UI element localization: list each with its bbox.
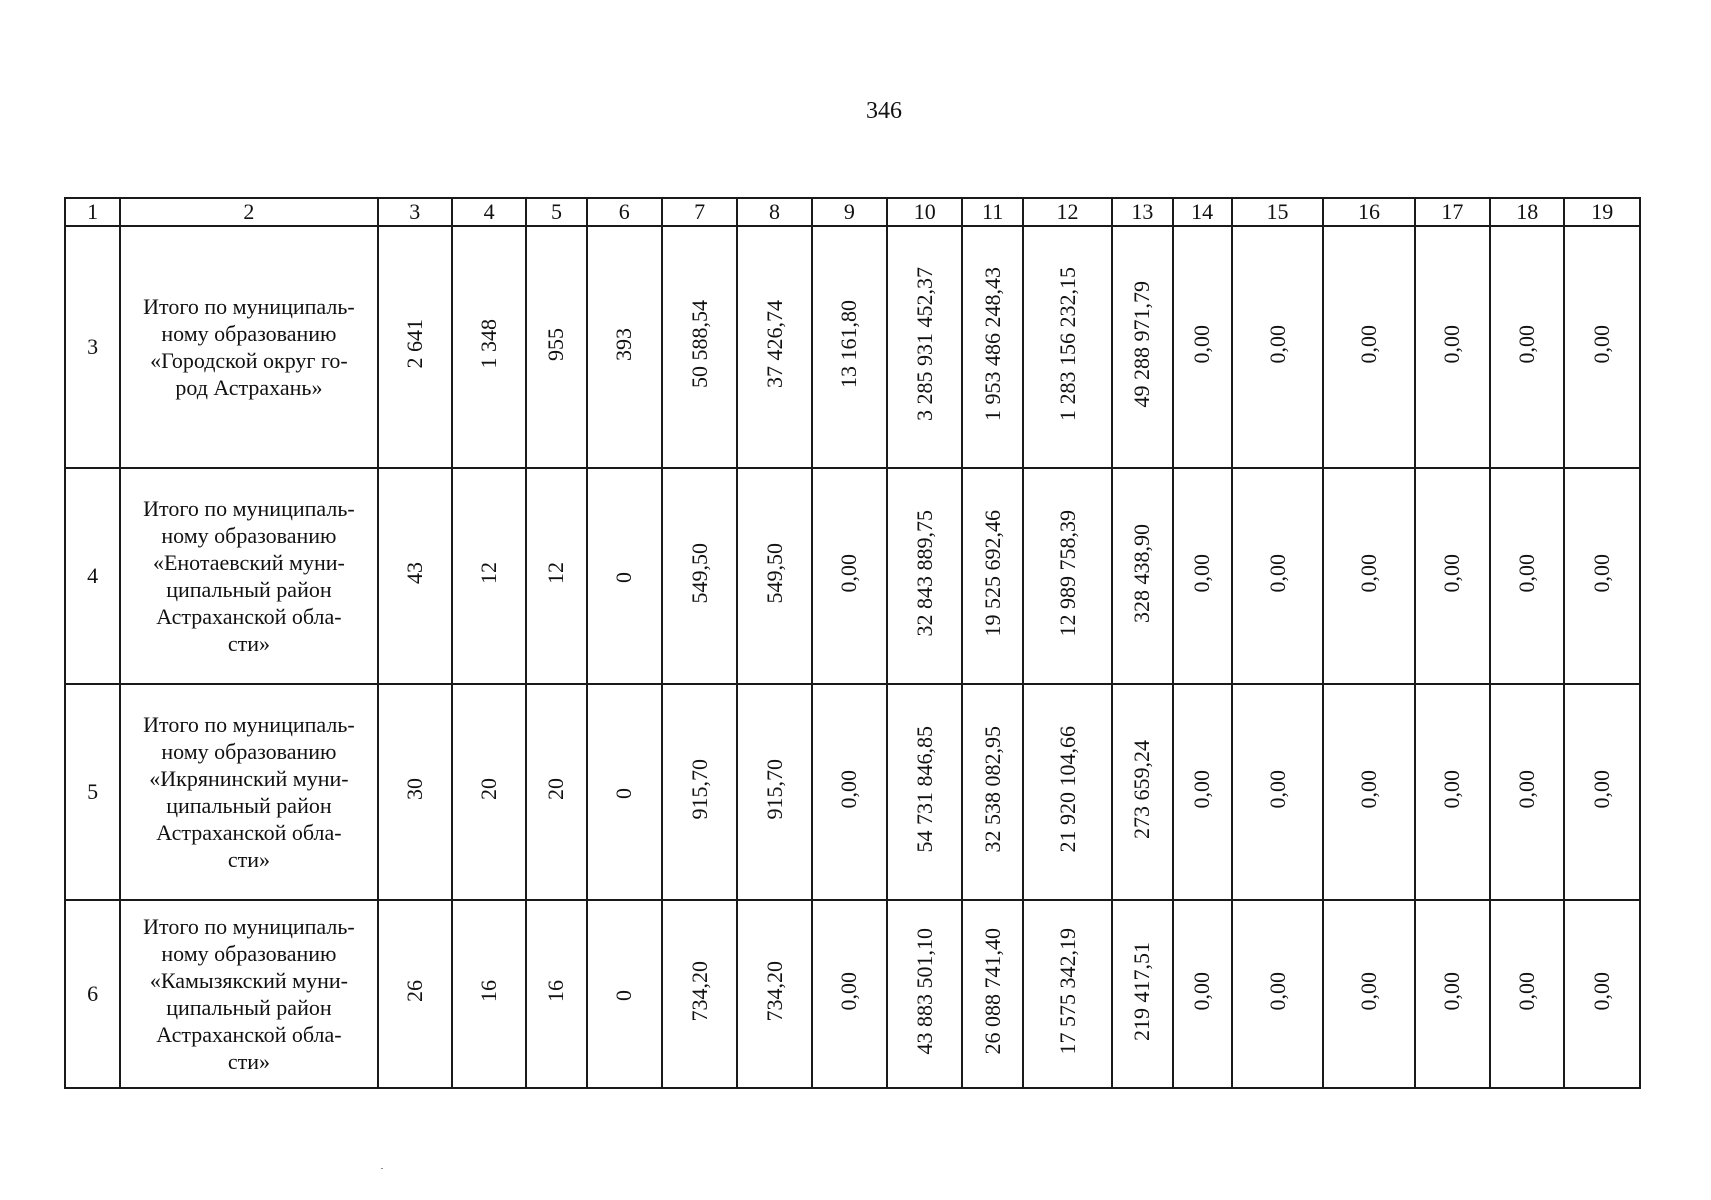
- cell-value: 219 417,51: [1129, 941, 1155, 1041]
- name-line: Итого по муниципаль-: [143, 712, 355, 737]
- cell-value: 0: [611, 572, 637, 583]
- value-cell: [1023, 468, 1112, 684]
- value-cell: [452, 226, 526, 468]
- cell-value: 50 588,54: [686, 300, 712, 388]
- value-cell: [1232, 468, 1323, 684]
- table-row: [65, 226, 1640, 468]
- column-header: 11: [962, 198, 1022, 226]
- value-cell: [587, 226, 662, 468]
- value-cell: [1564, 684, 1640, 900]
- value-cell: [1323, 900, 1414, 1088]
- value-cell: [812, 684, 887, 900]
- value-cell: [526, 900, 586, 1088]
- cell-value: 734,20: [686, 960, 712, 1022]
- column-header: 15: [1232, 198, 1323, 226]
- value-cell: [737, 468, 811, 684]
- name-line: Астраханской обла-: [156, 1022, 342, 1047]
- value-cell: [378, 468, 452, 684]
- cell-value: 0,00: [1189, 324, 1215, 364]
- cell-value: 1 348: [476, 319, 502, 369]
- value-cell: [1415, 226, 1490, 468]
- cell-value: 0,00: [1356, 324, 1381, 364]
- value-cell: [1323, 684, 1414, 900]
- cell-value: 328 438,90: [1129, 523, 1155, 623]
- name-line: сти»: [227, 847, 270, 872]
- cell-value: 0,00: [1514, 553, 1540, 593]
- cell-value: 0,00: [1356, 971, 1381, 1011]
- value-cell: [452, 684, 526, 900]
- cell-value: 30: [401, 778, 427, 800]
- name-line: сти»: [227, 631, 270, 656]
- municipality-name: [120, 226, 377, 468]
- cell-value: 0,00: [1514, 769, 1540, 809]
- municipality-name: [120, 468, 377, 684]
- table-row: [65, 468, 1640, 684]
- table-row: [65, 900, 1640, 1088]
- column-header: 18: [1490, 198, 1564, 226]
- cell-value: 0,00: [1589, 553, 1615, 593]
- cell-value: 13 161,80: [836, 300, 862, 388]
- value-cell: [962, 900, 1022, 1088]
- cell-value: 0,00: [836, 769, 862, 809]
- value-cell: [1564, 468, 1640, 684]
- value-cell: [1490, 684, 1564, 900]
- value-cell: [1023, 684, 1112, 900]
- header-row: [65, 198, 1640, 226]
- cell-value: 0,00: [1189, 553, 1215, 593]
- column-header: 1: [65, 198, 120, 226]
- value-cell: [587, 468, 662, 684]
- cell-value: 0,00: [836, 553, 862, 593]
- column-header: 9: [812, 198, 887, 226]
- name-line: ному образованию: [161, 739, 337, 764]
- value-cell: [1112, 900, 1172, 1088]
- cell-value: 0: [611, 788, 637, 799]
- cell-value: 0,00: [1189, 971, 1215, 1011]
- cell-value: 12 989 758,39: [1054, 509, 1080, 637]
- cell-value: 20: [476, 778, 502, 800]
- row-number: 6: [65, 900, 120, 1088]
- value-cell: [1023, 900, 1112, 1088]
- value-cell: [1232, 226, 1323, 468]
- cell-value: 3 285 931 452,37: [911, 267, 937, 421]
- cell-value: 0,00: [1514, 324, 1540, 364]
- value-cell: [452, 468, 526, 684]
- value-cell: [378, 900, 452, 1088]
- column-header: 17: [1415, 198, 1490, 226]
- cell-value: 19 525 692,46: [979, 509, 1005, 637]
- name-line: «Городской округ го-: [150, 348, 348, 373]
- value-cell: [662, 468, 737, 684]
- value-cell: [1173, 684, 1232, 900]
- column-header: 5: [526, 198, 586, 226]
- name-line: «Икрянинский муни-: [149, 766, 349, 791]
- name-line: Астраханской обла-: [156, 604, 342, 629]
- cell-value: 955: [543, 327, 569, 361]
- column-header: 7: [662, 198, 737, 226]
- column-header: 2: [120, 198, 377, 226]
- cell-value: 915,70: [761, 758, 787, 820]
- cell-value: 0,00: [1589, 324, 1615, 364]
- value-cell: [737, 900, 811, 1088]
- data-table: [64, 197, 1641, 1089]
- name-line: «Енотаевский муни-: [152, 550, 345, 575]
- name-line: род Астрахань»: [175, 375, 323, 400]
- column-header: 14: [1173, 198, 1232, 226]
- name-line: Итого по муниципаль-: [143, 914, 355, 939]
- cell-value: 0,00: [1589, 769, 1615, 809]
- value-cell: [1415, 684, 1490, 900]
- value-cell: [662, 684, 737, 900]
- value-cell: [526, 226, 586, 468]
- name-line: сти»: [227, 1049, 270, 1074]
- cell-value: 549,50: [761, 542, 787, 604]
- value-cell: [1490, 226, 1564, 468]
- cell-value: 26 088 741,40: [979, 927, 1005, 1055]
- row-number: 4: [65, 468, 120, 684]
- row-number: 5: [65, 684, 120, 900]
- value-cell: [812, 226, 887, 468]
- column-header: 3: [378, 198, 452, 226]
- value-cell: [526, 684, 586, 900]
- value-cell: [1323, 468, 1414, 684]
- value-cell: [962, 468, 1022, 684]
- value-cell: [737, 684, 811, 900]
- value-cell: [662, 900, 737, 1088]
- name-line: ципальный район: [166, 793, 332, 818]
- column-header: 8: [737, 198, 811, 226]
- cell-value: 0,00: [1439, 324, 1465, 364]
- value-cell: [887, 226, 962, 468]
- cell-value: 0,00: [1264, 769, 1290, 809]
- cell-value: 393: [611, 327, 637, 361]
- cell-value: 549,50: [686, 542, 712, 604]
- column-header: 19: [1564, 198, 1640, 226]
- value-cell: [737, 226, 811, 468]
- cell-value: 32 538 082,95: [979, 725, 1005, 853]
- value-cell: [1490, 900, 1564, 1088]
- cell-value: 2 641: [401, 319, 427, 369]
- name-line: «Камызякский муни-: [149, 968, 348, 993]
- value-cell: [662, 226, 737, 468]
- value-cell: [1564, 226, 1640, 468]
- value-cell: [1232, 900, 1323, 1088]
- value-cell: [1173, 226, 1232, 468]
- value-cell: [887, 684, 962, 900]
- name-line: ному образованию: [161, 941, 337, 966]
- cell-value: 273 659,24: [1129, 739, 1155, 839]
- column-header: 16: [1323, 198, 1414, 226]
- value-cell: [1232, 684, 1323, 900]
- scan-speck: [381, 1168, 383, 1169]
- value-cell: [1490, 468, 1564, 684]
- cell-value: 0,00: [1514, 971, 1540, 1011]
- column-header: 10: [887, 198, 962, 226]
- cell-value: 12: [543, 562, 569, 584]
- value-cell: [812, 900, 887, 1088]
- value-cell: [887, 900, 962, 1088]
- cell-value: 16: [543, 980, 569, 1002]
- value-cell: [1415, 468, 1490, 684]
- cell-value: 915,70: [686, 758, 712, 820]
- value-cell: [378, 684, 452, 900]
- column-header: 12: [1023, 198, 1112, 226]
- cell-value: 0,00: [1589, 971, 1615, 1011]
- cell-value: 0,00: [1439, 553, 1465, 593]
- cell-value: 0,00: [1439, 769, 1465, 809]
- cell-value: 0,00: [1189, 769, 1215, 809]
- name-line: Итого по муниципаль-: [143, 496, 355, 521]
- cell-value: 734,20: [761, 960, 787, 1022]
- column-header: 6: [587, 198, 662, 226]
- value-cell: [1415, 900, 1490, 1088]
- cell-value: 0: [611, 990, 637, 1001]
- value-cell: [962, 684, 1022, 900]
- cell-value: 1 283 156 232,15: [1054, 267, 1080, 421]
- cell-value: 0,00: [1264, 553, 1290, 593]
- cell-value: 12: [476, 562, 502, 584]
- value-cell: [526, 468, 586, 684]
- municipality-name: [120, 684, 377, 900]
- value-cell: [1323, 226, 1414, 468]
- table-row: [65, 684, 1640, 900]
- name-line: Итого по муниципаль-: [143, 294, 355, 319]
- value-cell: [962, 226, 1022, 468]
- value-cell: [1023, 226, 1112, 468]
- value-cell: [1173, 468, 1232, 684]
- cell-value: 0,00: [1264, 971, 1290, 1011]
- cell-value: 0,00: [1356, 553, 1381, 593]
- value-cell: [1112, 684, 1172, 900]
- value-cell: [812, 468, 887, 684]
- cell-value: 37 426,74: [761, 300, 787, 388]
- cell-value: 49 288 971,79: [1129, 280, 1155, 408]
- name-line: Астраханской обла-: [156, 820, 342, 845]
- row-number: 3: [65, 226, 120, 468]
- cell-value: 32 843 889,75: [911, 509, 937, 637]
- cell-value: 16: [476, 980, 502, 1002]
- value-cell: [887, 468, 962, 684]
- cell-value: 21 920 104,66: [1054, 725, 1080, 853]
- cell-value: 26: [401, 980, 427, 1002]
- cell-value: 20: [543, 778, 569, 800]
- value-cell: [378, 226, 452, 468]
- value-cell: [1173, 900, 1232, 1088]
- cell-value: 43: [401, 562, 427, 584]
- page-number: 346: [866, 98, 902, 124]
- name-line: ципальный район: [166, 577, 332, 602]
- cell-value: 0,00: [1356, 769, 1381, 809]
- name-line: ному образованию: [161, 523, 337, 548]
- value-cell: [587, 900, 662, 1088]
- value-cell: [1112, 226, 1172, 468]
- cell-value: 0,00: [1264, 324, 1290, 364]
- cell-value: 0,00: [836, 971, 862, 1011]
- cell-value: 1 953 486 248,43: [979, 267, 1005, 421]
- cell-value: 17 575 342,19: [1054, 927, 1080, 1055]
- column-header: 13: [1112, 198, 1172, 226]
- cell-value: 54 731 846,85: [911, 725, 937, 853]
- municipality-name: [120, 900, 377, 1088]
- cell-value: 0,00: [1439, 971, 1465, 1011]
- name-line: ципальный район: [166, 995, 332, 1020]
- value-cell: [1564, 900, 1640, 1088]
- column-header: 4: [452, 198, 526, 226]
- name-line: ному образованию: [161, 321, 337, 346]
- value-cell: [587, 684, 662, 900]
- value-cell: [452, 900, 526, 1088]
- cell-value: 43 883 501,10: [911, 927, 937, 1055]
- value-cell: [1112, 468, 1172, 684]
